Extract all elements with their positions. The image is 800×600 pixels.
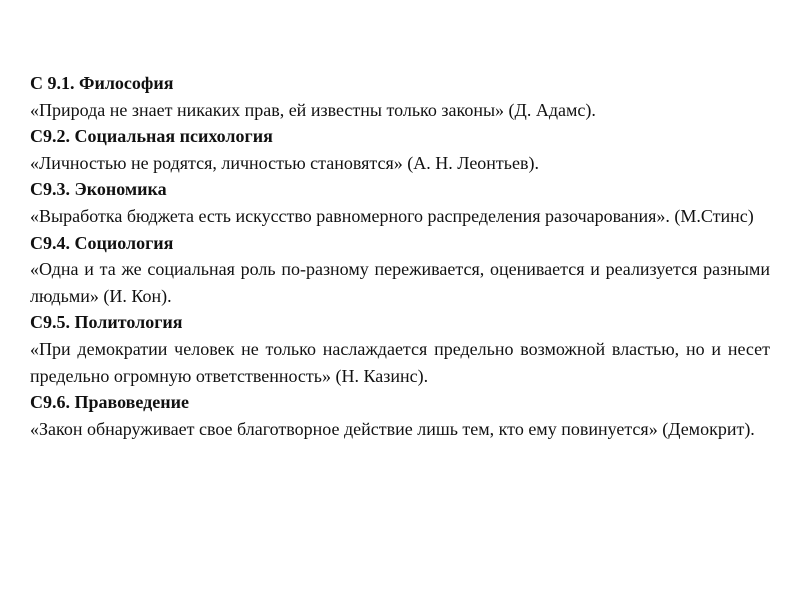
section-quote: «Одна и та же социальная роль по-разному переживается, оценивается и реализуется разными людьми» (И. Кон). [30,259,770,306]
section-quote: «Личностью не родятся, личностью становятся» (А. Н. Леонтьев). [30,152,539,173]
section-title: С 9.1. Философия [30,73,174,93]
section-philosophy [30,70,770,123]
section-law [30,389,770,442]
section-title: С9.4. Социология [30,232,174,253]
section-title: С9.2. Социальная психология [30,126,273,147]
section-quote: «Природа не знает никаких прав, ей известны только законы» (Д. Адамс). [30,99,596,120]
section-quote: «При демократии человек не только наслаждается предельно возможной властью, но и несет предельно огромную ответственность» (Н. Казинс). [30,338,770,386]
section-economics [30,176,770,229]
section-title: С9.5. Политология [30,312,183,333]
section-political-science [30,309,770,389]
section-quote: «Выработка бюджета есть искусство равномерного распределения разочарования». (М.Стинс) [30,205,754,226]
section-title: С9.6. Правоведение [30,392,189,413]
section-quote: «Закон обнаруживает свое благотворное действие лишь тем, кто ему повинуется» (Демокрит). [30,418,755,439]
section-social-psychology [30,123,770,176]
section-sociology [30,230,770,310]
section-title: С9.3. Экономика [30,179,167,200]
document-body [30,70,770,442]
